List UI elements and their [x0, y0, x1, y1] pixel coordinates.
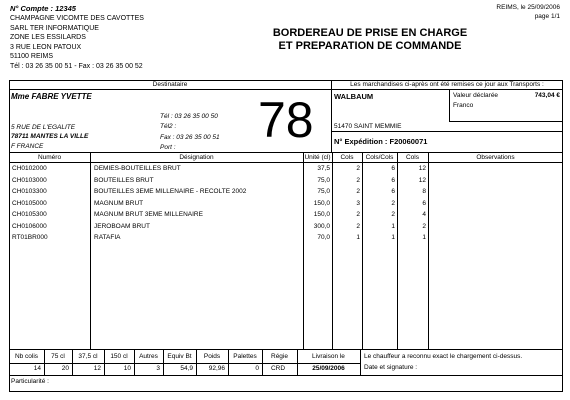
totals-header-regie: Régie — [271, 353, 288, 360]
totals-header-equiv-bt: Equiv Bt — [167, 353, 192, 360]
item-cols-per-cols: 1 — [391, 222, 395, 230]
doc-title-line1: BORDEREAU DE PRISE EN CHARGE — [272, 27, 468, 39]
expedition-number: N° Expédition : F20060071 — [334, 137, 428, 146]
declared-value-label: Valeur déclarée — [453, 92, 499, 99]
item-designation: BOUTEILLES 3EME MILLENAIRE - RECOLTE 2002 — [94, 188, 247, 195]
item-cols-total: 4 — [422, 211, 426, 218]
item-number: CH0103300 — [12, 188, 47, 195]
item-unit: 150,0 — [313, 199, 330, 207]
transport-label: Les marchandises ci-après ont été remises ce jour aux Transports : — [350, 81, 544, 88]
item-cols-per-cols: 6 — [391, 188, 395, 195]
item-cols: 3 — [356, 199, 360, 207]
item-cols-per-cols: 1 — [391, 234, 395, 241]
item-cols: 2 — [356, 165, 360, 172]
recipient-name: Mme FABRE YVETTE — [11, 92, 92, 101]
item-number: CH0106000 — [12, 222, 47, 230]
col-header-observations: Observations — [476, 154, 515, 161]
totals-header-livraison: Livraison le — [312, 353, 345, 360]
recipient-country: F FRANCE — [11, 143, 44, 150]
item-cols-per-cols: 2 — [391, 211, 395, 218]
totals-header-autres: Autres — [139, 353, 158, 360]
item-cols-per-cols: 2 — [391, 199, 395, 207]
totals-value-37-5cl: 12 — [93, 365, 101, 372]
item-designation: RATAFIA — [94, 234, 121, 241]
item-cols-total: 1 — [422, 234, 426, 241]
col-header-cols-cols: Cols/Cols — [365, 154, 394, 161]
totals-value-poids: 92,96 — [208, 365, 225, 372]
item-cols: 2 — [356, 176, 360, 184]
item-unit: 150,0 — [313, 211, 330, 218]
item-designation: DEMIES-BOUTEILLES BRUT — [94, 165, 181, 172]
recipient-tel: Tél : 03 26 35 00 50 — [160, 113, 218, 120]
item-cols-total: 6 — [422, 199, 426, 207]
department-number: 78 — [258, 92, 314, 148]
totals-value-palettes: 0 — [255, 365, 259, 372]
totals-value-regie: CRD — [270, 365, 286, 372]
recipient-port: Port : — [160, 144, 176, 151]
col-header-designation: Désignation — [179, 154, 214, 161]
item-designation: BOUTEILLES BRUT — [94, 176, 154, 184]
recipient-tel2: Tél2 : — [160, 123, 177, 130]
totals-header-150cl: 150 cl — [110, 353, 128, 360]
item-cols: 2 — [356, 211, 360, 218]
compte-number: N° Compte : 12345 — [10, 4, 76, 13]
totals-value-equiv-bt: 54,9 — [180, 365, 193, 372]
totals-value-75cl: 20 — [61, 365, 69, 372]
item-unit: 75,0 — [317, 188, 330, 195]
driver-statement: Le chauffeur a reconnu exact le chargement ci-dessus. — [364, 353, 523, 360]
col-header-cols: Cols — [340, 154, 354, 161]
item-number: CH0102000 — [12, 165, 47, 172]
company-line: 3 RUE LEON PATOUX — [10, 43, 82, 51]
item-unit: 300,0 — [313, 222, 330, 230]
item-unit: 37,5 — [317, 165, 330, 172]
recipient-fax: Fax : 03 26 35 00 51 — [160, 134, 220, 141]
item-number: CH0103000 — [12, 176, 47, 184]
recipient-address: 5 RUE DE L'EGALITE — [11, 124, 76, 131]
totals-value-autres: 3 — [156, 365, 160, 372]
item-cols: 1 — [356, 234, 360, 241]
date-signature-label: Date et signature : — [364, 364, 418, 371]
totals-header-poids: Poids — [203, 353, 221, 360]
item-designation: JEROBOAM BRUT — [94, 222, 150, 230]
item-cols-total: 12 — [418, 176, 426, 184]
item-cols: 2 — [356, 188, 360, 195]
recipient-city: 78711 MANTES LA VILLE — [11, 133, 89, 140]
particularite-label: Particularité : — [11, 378, 49, 385]
company-line: 51100 REIMS — [10, 53, 54, 60]
totals-header-37-5cl: 37,5 cl — [78, 353, 98, 360]
col-header-unite: Unité (cl) — [304, 154, 331, 161]
item-unit: 75,0 — [317, 176, 330, 184]
item-cols-total: 8 — [422, 188, 426, 195]
company-address — [10, 14, 144, 71]
item-cols: 2 — [356, 222, 360, 230]
franco-label: Franco — [453, 102, 474, 109]
destinataire-label: Destinataire — [152, 81, 188, 88]
company-line: SARL TER INFORMATIQUE — [10, 24, 99, 32]
totals-value-nb-colis: 14 — [33, 365, 41, 372]
item-unit: 70,0 — [317, 234, 330, 241]
totals-value-livraison: 25/09/2006 — [312, 365, 345, 372]
totals-header-nb-colis: Nb colis — [14, 353, 39, 360]
item-number: CH0105300 — [12, 211, 47, 218]
company-line: ZONE LES ESSILARDS — [10, 34, 86, 41]
item-designation: MAGNUM BRUT — [94, 199, 144, 207]
company-line: CHAMPAGNE VICOMTE DES CAVOTTES — [10, 15, 144, 22]
item-cols-per-cols: 6 — [391, 176, 395, 184]
item-number: RT01BR000 — [12, 234, 48, 241]
item-cols-per-cols: 6 — [391, 165, 395, 172]
carrier-name: WALBAUM — [334, 92, 374, 101]
col-header-cols2: Cols — [405, 154, 419, 161]
totals-value-150cl: 10 — [123, 365, 131, 372]
item-designation: MAGNUM BRUT 3EME MILLENAIRE — [94, 211, 203, 218]
place-date: REIMS, le 25/09/2006 — [496, 4, 560, 11]
page-number: page 1/1 — [534, 13, 560, 20]
doc-title-line2: ET PREPARATION DE COMMANDE — [278, 40, 462, 52]
company-line: Tél : 03 26 35 00 51 - Fax : 03 26 35 00 52 — [10, 62, 143, 70]
totals-header-palettes: Palettes — [233, 353, 257, 360]
col-header-numero: Numéro — [37, 154, 62, 161]
declared-value: 743,04 € — [534, 92, 560, 99]
item-cols-total: 2 — [422, 222, 426, 230]
item-number: CH0105000 — [12, 199, 47, 207]
carrier-city: 51470 SAINT MEMMIE — [334, 123, 402, 130]
totals-header-75cl: 75 cl — [51, 353, 65, 360]
item-cols-total: 12 — [418, 165, 426, 172]
